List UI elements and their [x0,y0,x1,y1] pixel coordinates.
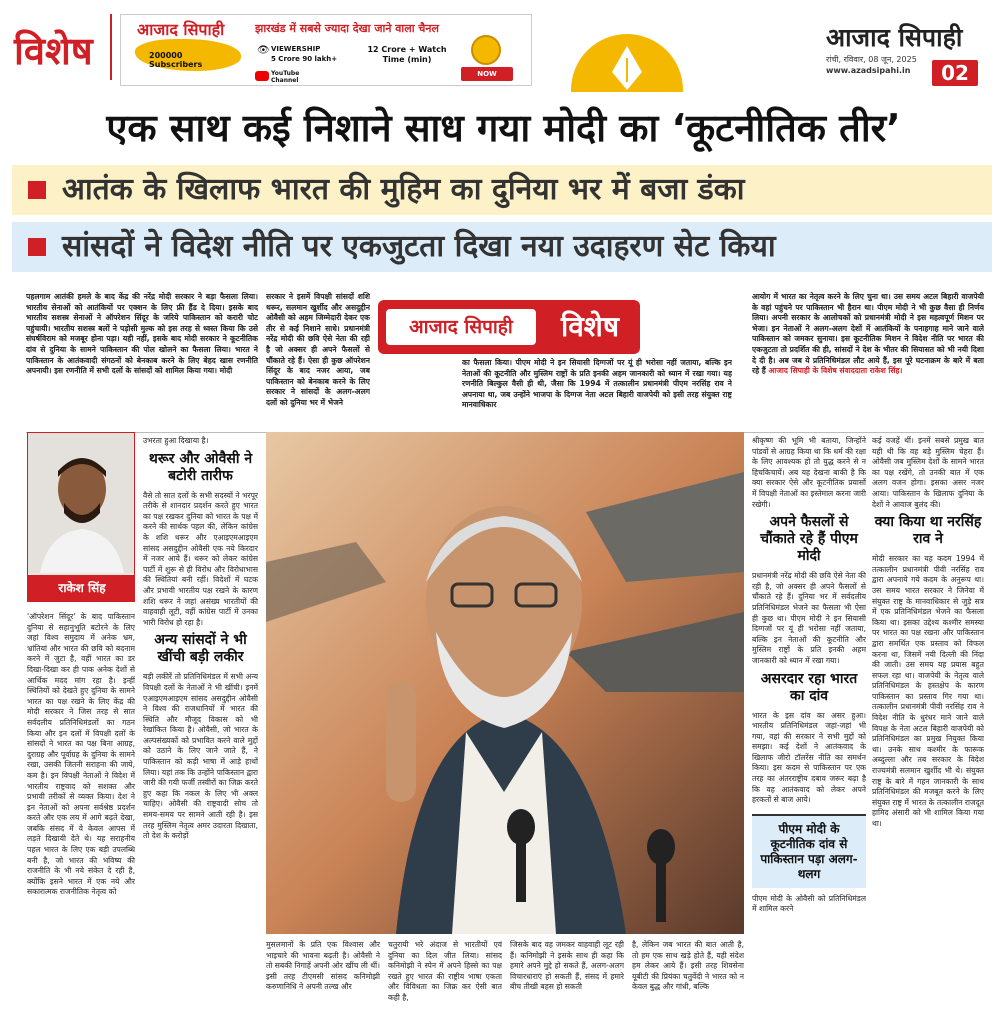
right1-para-1: श्रीकृष्ण की भूमि भी बताया, जिन्होंने पांडवों से आग्रह किया था कि धर्म की रक्षा के लिए आवश्यक हो तो युद्ध करने से न हिचकिचायें। अब यह देखना बाकी है कि क्या सरकार ऐसे और कूटनीतिक प्रयासों में विपक्षी नेताओं का इस्तेमाल करना जारी रखेगी। [752,436,866,509]
subscribe-now-label: NOW [477,70,497,78]
intro-column-3 [644,292,734,358]
reporter-portrait-icon [28,433,135,573]
ad-watch-time: 12 Crore + Watch Time (min) [367,45,447,64]
intro-column-4 [752,292,984,428]
right2-para-2: मोदी सरकार का यह कदम 1994 में तत्कालीन प्रधानमंत्री पीवी नरसिंह राव द्वारा अपनाये गये कदम के अनुरूप था। उस समय भारत सरकार ने जिनेवा में संयुक्त राष्ट्र के मानवाधिकार से जुड़े सत्र में एक प्रतिनिधिमंडल भेजने का फैसला किया था। इसका उद्देश्य कश्मीर समस्या पर भारत का पक्ष रखना और पाकिस्तान द्वारा समर्थित एक प्रस्ताव को विफल करना था, जिसमें नयी दिल्ली की निंदा की जाती। उस समय यह प्रयास बहुत सफल रहा था। वाजपेयी के नेतृत्व वाले प्रतिनिधिमंडल के हस्तक्षेप के कारण पाकिस्तान का प्रस्ताव गिर गया था। तत्कालीन प्रधानमंत्री पीवी नरसिंह राव ने विदेश नीति के धुरंधर माने जाने वाले विपक्ष के नेता अटल बिहारी वाजपेयी को प्रतिनिधिमंडल का प्रमुख नियुक्त किया था। उनके साथ कश्मीर के फारूक अब्दुल्ला और तब सरकार के विदेश राज्यमंत्री सलमान खुर्शीद भी थे। संयुक्त राष्ट्र के बारे में गहन जानकारी के साथ प्रतिनिधिमंडल की मजबूत करने के लिए संयुक्त राष्ट्र में भारत के तत्कालीन राजदूत हामिद अंसारी को भी शामिल किया गया था। [872,554,984,828]
main-photo [266,432,744,934]
ad-headline: झारखंड में सबसे ज्यादा देखा जाने वाला चैनल [255,22,439,35]
intro-column-2: सरकार ने इसमें विपक्षी सांसदों शशि थरूर, सलमान खुर्शीद और असदुद्दीन ओवैसी को अहम जिम्मेदारी देकर एक तीर से कई निशाने साधे। प्रधानमंत्री नरेंद्र मोदी की छवि ऐसे नेता की रही है जो अक्सर ही अपने फैसलों से चौंकाते रहे हैं। ऐसा ही कुछ ऑपरेशन सिंदूर के बाद नजर आया, जब पाकिस्तान को बेनकाब करने के लिए सरकार ने सांसदों के अलग-अलग दलों को दुनिया भर में भेजने [266,292,370,407]
deck-2 [12,222,992,272]
banner-left: आजाद सिपाही [386,309,536,345]
col2-para-1: वैसे तो सात दलों के सभी सदस्यों ने भरपूर तरीके से शानदार प्रदर्शन करते हुए भारत का पक्ष रखकर दुनिया को भारत के पक्ष में करने की सार्थक पहल की, लेकिन कांग्रेस के शशि थरूर और एआइएमआइएम सांसद असदुद्दीन ओवैसी एक नये किरदार में नजर आये हैं। थरूर को लेकर कांग्रेस पार्टी में शुरू से ही विरोध और विरोधाभास की स्थितियां बनी रहीं। विदेशों में घटक और प्रभावी भारतीय पक्ष रखने के कारण शशि थरूर ने जहां असंख्य भारतीयों की वाहवाही लूटी, वहीं कांग्रेस पार्टी में उनका भारी विरोध हो रहा है। [143,490,258,627]
subhead-narasimha-rao: क्या किया था नरसिंह राव ने [874,514,982,548]
subhead-india-move: असरदार रहा भारत का दांव [760,670,858,704]
subscribe-badge [461,67,513,81]
eye-icon: 👁 [257,45,270,56]
ad-viewership-value: 5 Crore 90 lakh+ [271,55,338,63]
isolation-box: पीएम मोदी के कूटनीतिक दांव से पाकिस्तान पड़ा अलग-थलग [752,814,866,888]
right-column-2 [872,436,984,1020]
bullet-icon [28,238,46,256]
deck-2-text: सांसदों ने विदेश नीति पर एकजुटता दिखा नया उदाहरण सेट किया [62,229,776,264]
pen-nib-icon [562,32,692,92]
column-2 [143,436,258,1022]
right2-para-1: कई वजहें थीं। इनमें सबसे प्रमुख बात यही थी कि वह बड़े मुस्लिम चेहरा हैं। ओवैसी जब मुस्लिम देशों के सामने भारत का पक्ष रखेंगे, तो उनकी बात में एक अलग वजन होगा। इसका असर नजर आया। पाकिस्तान के खिलाफ दुनिया के देशों ने आवाज बुलंद की। [872,436,984,509]
subhead-tharoor-owaisi: थरूर और ओवैसी ने बटोरी तारीफ [148,450,253,484]
reporter-name: राकेश सिंह [28,575,135,601]
reporter-photo [27,432,135,602]
right1-para-2: प्रधानमंत्री नरेंद्र मोदी की छवि ऐसे नेता की रही है, जो अक्सर ही अपने फैसलों से चौंकाते रहे हैं। दुनिया भर में सर्वदलीय प्रतिनिधिमंडल भेजने का फैसला भी ऐसा ही कुछ था। पीएम मोदी ने इन सियासी दिग्गजों पर यूं ही भरोसा नहीं जताया, बल्कि इन नेताओं की कूटनीति और मुस्लिम राष्ट्रों के प्रति इनकी अहम जानकारी को ध्यान में रखा गया। [752,571,866,665]
paper-name: आजाद सिपाही [826,23,963,52]
col2-lead: उभरता हुआ दिखाया है। [143,436,209,445]
masthead [0,0,1007,92]
intro-column-1: पहलगाम आतंकी हमले के बाद केंद्र की नरेंद्र मोदी सरकार ने बड़ा फैसला लिया। भारतीय सेनाओं को आतंकियों पर एक्शन के लिए फ्री हैंड दे दिया। इसके बाद भारतीय सशस्त्र सेनाओं ने ऑपरेशन सिंदूर के जरिये पाकिस्तान को करारी चोट पहुंचायी। भारतीय सशस्त्र बलों ने पड़ोसी मुल्क को इस तरह से ध्वस्त किया कि उसे संघर्षविराम को मजबूर होना पड़ा। यही नहीं, इसके बाद मोदी सरकार ने कूटनीतिक दांव से दुनिया के सामने पाकिस्तान की पोल खोलने का फैसला लिया। भारत ने पाकिस्तान के आतंकवादी संगठनों को बेनकाब करने के लिए बेहद खास रणनीति अपनायी। इस रणनीति में सभी दलों के सांसदों को शामिल किया गया। मोदी [26,292,258,376]
youtube-icon [255,71,269,81]
right1-para-4: पीएम मोदी के ओवैसी को प्रतिनिधिमंडल में शामिल करने [752,893,866,914]
intro-col4-credit: आजाद सिपाही के विशेष संवाददाता राकेश सिंह। [768,366,903,376]
col2-para-2: बड़ी लकीरें तो प्रतिनिधिमंडल में सभी अन्य विपक्षी दलों के नेताओं ने भी खींची। इनमें एआइएमआइएम सांसद असदुद्दीन ओवैसी ने विश्व की राजधानियों में भारत की स्थिति और मौजूद विकास को भी रेखांकित किया है। ओवैसी, जो भारत के अल्पसंख्यकों को प्रभावित करने वाले मुद्दों को उठाने के लिए जाने जाते हैं, ने पाकिस्तान को कड़ी भाषा में आड़े हाथों लिया। यहां तक कि उन्होंने पाकिस्तान द्वारा जारी की गयी फर्जी तस्वीरों का जिक्र करते हुए कहा कि नकल के लिए भी अक्ल चाहिए। ओवैसी की राष्ट्रवादी सोच तो समय-समय पर सामने आती रही है। इस तरह मुस्लिम नेतृत्व अमर उदारता दिखाता, तो देश के करोड़ों [143,672,258,841]
below-photo-col-3: जिसके बाद वह जमकर वाहवाही लूट रही हैं। कनिमोझी ने इसके साथ ही कहा कि हमारे अपने मुद्दे हो सकते हैं, अलग-अलग विचारधाराएं हो सकती हैं, संसद में हमारे बीच तीखी बहस हो सकती [510,940,624,992]
dateline: रांची, रविवार, 08 जून, 2025 [826,55,917,64]
channel-ad [120,14,532,86]
subhead-pm-surprises: अपने फैसलों से चौंकाते रहे हैं पीएम मोदी [760,514,858,565]
main-headline: एक साथ कई निशाने साध गया मोदी का ‘कूटनीतिक तीर’ [106,106,901,150]
ad-brand: आजाद सिपाही [137,20,225,39]
deck-1 [12,165,992,215]
intro-col4-text: आयोग में भारत का नेतृत्व करने के लिए चुना था। उस समय अटल बिहारी वाजपेयी के वहां पहुंचने पर पाकिस्तान भी हैरान था। पीएम मोदी ने भी कुछ वैसा ही निर्णय लिया। अपनी सरकार के आलोचकों को प्रधानमंत्री मोदी ने इस महत्वपूर्ण मिशन पर भेजा। इन नेताओं ने अलग-अलग देशों में आतंकियों के पनाहगाह माने जाने वाले पाकिस्तान को जमकर सुनाया। इस कूटनीतिक मिशन ने विदेश नीति पर भारत की एकजुटता तो प्रदर्शित की ही, सांसदों ने देश के भीतर की सियासत को भी नयी दिशा दे दी है। अब जब ये प्रतिनिधिमंडल लौट आये हैं, इस पूरे घटनाक्रम के बारे में बता रहे हैं [752,292,984,376]
banner-right: विशेष [560,310,620,343]
bullet-icon [28,181,46,199]
subhead-other-mps: अन्य सांसदों ने भी खींची बड़ी लकीर [154,632,247,666]
right-column-1 [752,436,866,1020]
section-divider [110,14,112,80]
pm-modi-photo-illustration [266,432,744,934]
intro-column-3a: का फैसला किया। पीएम मोदी ने इन सियासी दिग्गजों पर यूं ही भरोसा नहीं जताया, बल्कि इन नेताओं की कूटनीति और मुस्लिम राष्ट्रों के प्रति इनकी अहम जानकारी को ध्यान में रखा गया। यह रणनीति बिल्कुल वैसी ही थी, जैसा कि 1994 में तत्कालीन प्रधानमंत्री पीएम नरसिंह राव ने अपनाया था, जब उन्होंने भाजपा के दिग्गज नेता अटल बिहारी वाजपेयी को इसी तरह संयुक्त राष्ट्र मानवाधिकार [462,358,732,410]
deck-1-text: आतंक के खिलाफ भारत की मुहिम का दुनिया भर में बजा डंका [62,172,745,207]
pen-nib-logo [562,32,692,92]
gold-badge-icon [471,35,501,65]
ad-viewership-label: VIEWERSHIP [271,45,321,53]
section-label: विशेष [14,29,93,73]
ad-subscribers: 200000 Subscribers [149,51,203,69]
right1-para-3: भारत के इस दांव का असर हुआ। भारतीय प्रतिनिधिमंडल जहां-जहां भी गया, वहां की सरकार ने सभी मुद्दों को समझा। कई देशों ने आतंकवाद के खिलाफ जीरो टॉलरेंस नीति का समर्थन किया। इस कदम से पाकिस्तान पर एक तरह का अंतरराष्ट्रीय दबाव जरूर बढ़ा है कि वह आतंकवाद को लेकर अपने हरकतों से बाज आये। [752,710,866,805]
below-photo-col-2: चतुरायी भरे अंदाज से भारतीयों एवं दुनिया का दिल जीत लिया। सांसद कनिमोझी ने स्पेन में अपने हिस्से का पक्ष रखते हुए भारत की राष्ट्रीय भाषा एकता और विविधता का जिक्र कर ऐसी बात कही है, [388,940,502,1002]
below-photo-col-4: है, लेकिन जब भारत की बात आती है, तो हम एक साथ खड़े होते हैं, यही संदेश हम लेकर आये हैं। इसी तरह शिवसेना यूबीटी की प्रियंका चतुर्वेदी ने भारत को न केवल बुद्ध और गांधी, बल्कि [632,940,744,992]
left-column-text: 'ऑपरेशन सिंदूर' के बाद पाकिस्तान दुनिया से सहानुभूति बटोरने के लिए जहां विश्व समुदाय में अनेक भ्रम, भ्रांतियां और भारत की छवि को बदनाम करने में जुटा है, वहीं भारत का डर दिखा-दिखा कर ही पाक अनेक देशों से आर्थिक मदद मांग रहा है। इन्हीं स्थितियों को देखते हुए दुनिया के सामने भारत का पक्ष रखने के लिए केंद्र की मोदी सरकार ने जिस तरह से सात सर्वदलीय प्रतिनिधिमंडलों का गठन किया और इन दलों में विपक्षी दलों के सांसदों ने भारत का पक्ष बिना आग्रह, दुराग्रह और पूर्वाग्रह के दुनिया के सामने रखा, उसकी जितनी सराहना की जाये, कम है। इन विपक्षी नेताओं ने विदेश में भारतीय राष्ट्रवाद को सशक्त और प्रभावी तरीकों से व्यक्त किया। देश ने इन नेताओं को अपना सर्वश्रेष्ठ प्रदर्शन करते और एक लय में आगे बढ़ते देखा, जबकि संसद में वे केवल आपस में लड़ते दिखायी देते थे। यह सराहनीय पहल भारत के लिए एक बड़ी उपलब्धि बनी है, जो भारत की भविष्य की राजनीति के भी नये संकेत दे रही है, क्योंकि इसने भारत में एक नये और सकारात्मक राजनीतिक नेतृत्व को [27,612,135,897]
below-photo-col-1: मुसलमानों के प्रति एक विश्वास और भाइचारे की भावना बढ़ती है। ओवैसी ने तो सबकी निगाहें अपनी ओर खींच ली थीं। इसी तरह टीएमसी सांसद कनिमोझी करुणानिधि ने अपनी तल्ख और [266,940,380,992]
special-banner [378,300,640,354]
website: www.azadsipahi.in [826,66,911,75]
page-number: 02 [932,60,978,86]
ad-youtube-label: YouTube Channel [271,70,300,84]
